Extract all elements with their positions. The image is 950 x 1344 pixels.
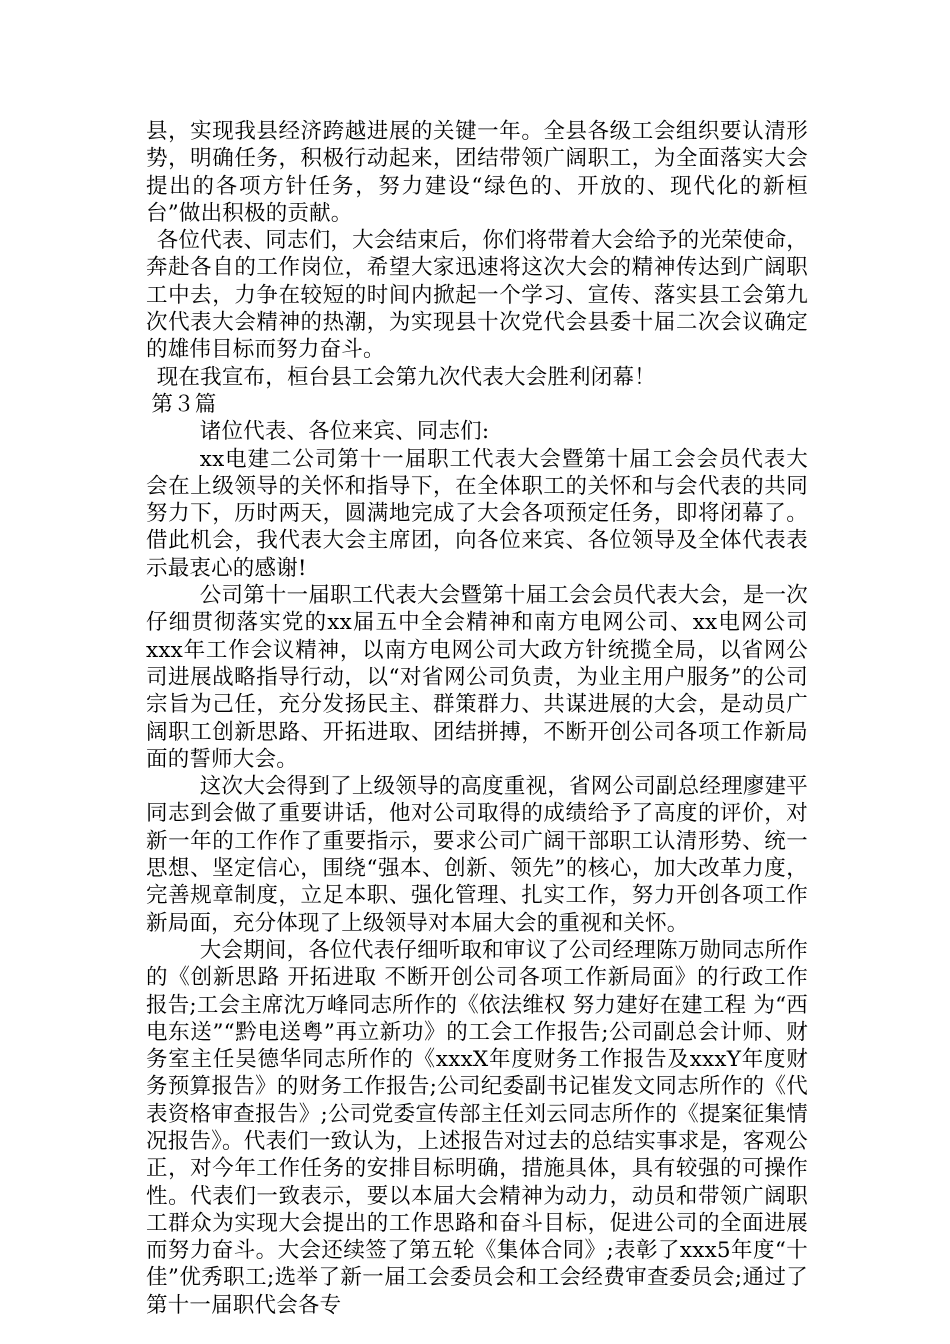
paragraph-congress-significance: 公司第十一届职工代表大会暨第十届工会会员代表大会，是一次仔细贯彻落实党的xx届五中全会精神和南方电网公司、xx电网公司xxx年工作会议精神，以南方电网公司大政方针统揽全局，以省网公司进展战略指导行动，以“对省网公司负责，为业主用户服务”的公司宗旨为己任，充分发扬民主、群策群力、共谋进展的大会，是动员广阔职工创新思路、开拓进取、团结拼搏，不断开创公司各项工作新局面的誓师大会。 <box>146 583 808 772</box>
paragraph-closing-announcement: 现在我宣布，桓台县工会第九次代表大会胜利闭幕！ <box>156 364 656 390</box>
section-heading: 第３篇 <box>151 391 217 417</box>
paragraph-congress-thanks: xx电建二公司第十一届职工代表大会暨第十届工会会员代表大会在上级领导的关怀和指导下，在全体职工的关怀和与会代表的共同努力下，历时两天，圆满地完成了大会各项预定任务，即将闭幕了。借此机会，我代表大会主席团，向各位来宾、各位领导及全体代表表示最衷心的感谢! <box>146 446 808 581</box>
paragraph-congress-reports: 大会期间，各位代表仔细听取和审议了公司经理陈万勋同志所作的《创新思路 开拓进取 不断开创公司各项工作新局面》的行政工作报告;工会主席沈万峰同志所作的《依法维权 努力建好在建工程 为“西电东送”“黔电送粤”再立新功》的工会工作报告;公司副总会计师、财务室主任吴德华同志所作的《xxxX年度财务工作报告及xxxY年度财务预算报告》的财务工作报告;公司纪委副书记崔发文同志所作的《代表资格审查报告》;公司党委宣传部主任刘云同志所作的《提案征集情况报告》。代表们一致认为，上述报告对过去的总结实事求是，客观公正，对今年工作任务的安排目标明确，措施具体，具有较强的可操作性。代表们一致表示，要以本届大会精神为动力，动员和带领广阔职工群众为实现大会提出的工作思路和奋斗目标，促进公司的全面进展而努力奋斗。大会还续签了第五轮《集体合同》;表彰了xxx5年度“十佳”优秀职工;选举了新一届工会委员会和工会经费审查委员会;通过了第十一届职代会各专 <box>146 937 809 1318</box>
document-page <box>146 118 808 1319</box>
paragraph-leadership-attention: 这次大会得到了上级领导的高度重视，省网公司副总经理廖建平同志到会做了重要讲话，他对公司取得的成绩给予了高度的评价，对新一年的工作作了重要指示，要求公司广阔干部职工认清形势、统一思想、坚定信心，围绕“强本、创新、领先”的核心，加大改革力度，完善规章制度，立足本职、强化管理、扎实工作，努力开创各项工作新局面，充分体现了上级领导对本届大会的重视和关怀。 <box>146 774 808 936</box>
paragraph-salutation: 诸位代表、各位来宾、同志们: <box>199 419 490 445</box>
paragraph-closing-county: 县，实现我县经济跨越进展的关键一年。全县各级工会组织要认清形势，明确任务，积极行动起来，团结带领广阔职工，为全面落实大会提出的各项方针任务，努力建设“绿色的、开放的、现代化的新桓台”做出积极的贡献。 <box>146 119 808 226</box>
paragraph-delegates-mission: 各位代表、同志们，大会结束后，你们将带着大会给予的光荣使命，奔赴各自的工作岗位，希望大家迅速将这次大会的精神传达到广阔职工中去，力争在较短的时间内掀起一个学习、宣传、落实县工会第九次代表大会精神的热潮，为实现县十次党代会县委十届二次会议确定的雄伟目标而努力奋斗。 <box>146 228 808 363</box>
